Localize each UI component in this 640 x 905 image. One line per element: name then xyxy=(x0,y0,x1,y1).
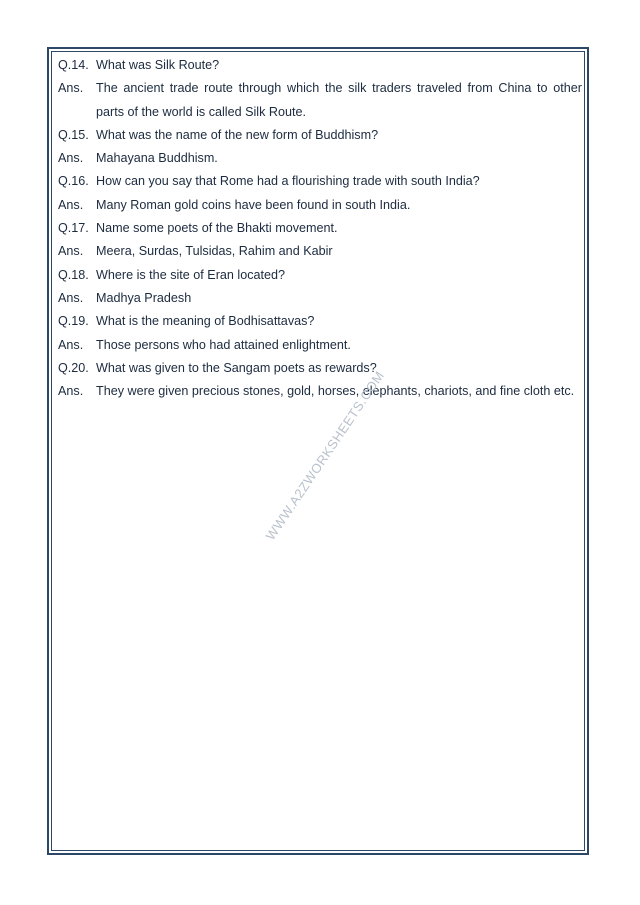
answer-label: Ans. xyxy=(58,151,84,166)
answer-label: Ans. xyxy=(58,384,84,399)
watermark: WWW.A2ZWORKSHEETS.COM xyxy=(262,368,388,543)
answer-text: Meera, Surdas, Tulsidas, Rahim and Kabir xyxy=(96,244,333,259)
question-row xyxy=(58,357,582,380)
answer-row xyxy=(58,147,582,170)
answer-label: Ans. xyxy=(58,197,84,212)
answer-label: Ans. xyxy=(58,81,84,96)
answer-label: Ans. xyxy=(58,290,84,305)
answer-row xyxy=(58,77,582,124)
answer-text: They were given precious stones, gold, horses, elephants, chariots, and fine cloth etc. xyxy=(96,384,575,399)
answer-text: Those persons who had attained enlightment. xyxy=(96,337,351,352)
question-number: Q.16. xyxy=(58,174,89,189)
answer-row xyxy=(58,334,582,357)
question-row xyxy=(58,170,582,193)
question-number: Q.15. xyxy=(58,127,89,142)
question-text: Name some poets of the Bhakti movement. xyxy=(96,221,338,236)
answer-label: Ans. xyxy=(58,244,84,259)
question-text: What is the meaning of Bodhisattavas? xyxy=(96,314,315,329)
question-number: Q.14. xyxy=(58,58,89,72)
question-row xyxy=(58,217,582,240)
answer-row xyxy=(58,287,582,310)
question-text: How can you say that Rome had a flourishing trade with south India? xyxy=(96,174,480,189)
question-row xyxy=(58,264,582,287)
question-text: Where is the site of Eran located? xyxy=(96,267,286,282)
question-row xyxy=(58,124,582,147)
answer-text: The ancient trade route through which the silk traders traveled from China to other parts of the world is called Silk Route. xyxy=(96,81,582,119)
answer-label: Ans. xyxy=(58,337,84,352)
question-row xyxy=(58,54,582,77)
question-number: Q.19. xyxy=(58,314,89,329)
answer-text: Mahayana Buddhism. xyxy=(96,151,218,166)
question-row xyxy=(58,310,582,333)
question-number: Q.18. xyxy=(58,267,89,282)
answer-text: Madhya Pradesh xyxy=(96,290,192,305)
qa-list xyxy=(58,54,582,403)
answer-row xyxy=(58,194,582,217)
question-text: What was given to the Sangam poets as rewards? xyxy=(96,360,377,375)
question-number: Q.20. xyxy=(58,360,89,375)
answer-text: Many Roman gold coins have been found in south India. xyxy=(96,197,411,212)
question-number: Q.17. xyxy=(58,221,89,236)
answer-row xyxy=(58,240,582,263)
question-text: What was the name of the new form of Buddhism? xyxy=(96,127,379,142)
question-text: What was Silk Route? xyxy=(96,58,220,72)
answer-row xyxy=(58,380,582,403)
